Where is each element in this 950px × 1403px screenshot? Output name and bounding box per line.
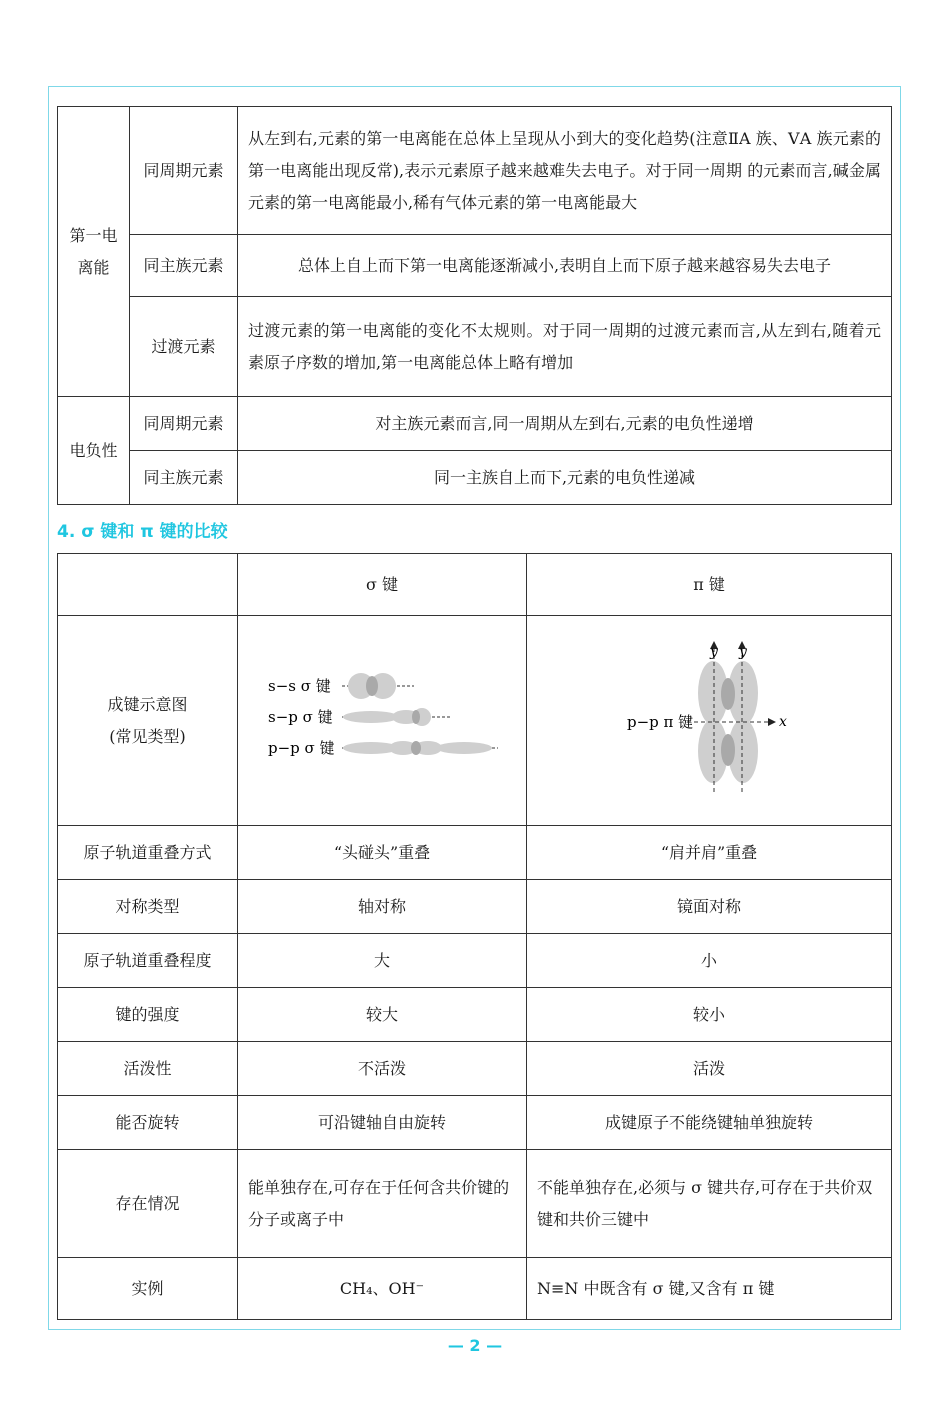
sigma-value: 轴对称	[238, 880, 527, 934]
table-row	[58, 826, 892, 880]
axis-label-y1: y	[710, 644, 718, 660]
group-label-electronegativity: 电负性	[58, 397, 130, 505]
table-row	[58, 1150, 892, 1258]
row-text: 过渡元素的第一电离能的变化不太规则。对于同一周期的过渡元素而言,从左到右,随着元素原子序数的增加,第一电离能总体上略有增加	[238, 297, 892, 397]
sp-sigma-label: s−p σ 键	[268, 708, 333, 726]
table-row	[58, 1096, 892, 1150]
pp-lobe-4	[436, 742, 492, 754]
sigma-bond-diagram	[238, 616, 527, 814]
pi-overlap-top	[721, 678, 735, 710]
row-label: 对称类型	[58, 880, 238, 934]
table-row	[58, 297, 892, 397]
pp-overlap	[411, 741, 421, 755]
row-label: 实例	[58, 1258, 238, 1320]
row-label: 原子轨道重叠方式	[58, 826, 238, 880]
sigma-value: “头碰头”重叠	[238, 826, 527, 880]
pi-value: 较小	[527, 988, 892, 1042]
table-row	[58, 988, 892, 1042]
table-row	[58, 1042, 892, 1096]
page-number: — 2 —	[447, 1336, 503, 1355]
pi-value: “肩并肩”重叠	[527, 826, 892, 880]
diagram-label-line2: (常见类型)	[109, 726, 186, 746]
pi-diagram-cell	[527, 616, 892, 826]
diagram-label-line1: 成键示意图	[107, 694, 188, 714]
pi-value: N≡N 中既含有 σ 键,又含有 π 键	[527, 1258, 892, 1320]
pi-value: 成键原子不能绕键轴单独旋转	[527, 1096, 892, 1150]
table-header-row	[58, 554, 892, 616]
section-heading: 4. σ 键和 π 键的比较	[57, 522, 228, 542]
sigma-value: 大	[238, 934, 527, 988]
ss-sigma-label: s−s σ 键	[268, 677, 331, 695]
table-row	[58, 451, 892, 505]
header-corner	[58, 554, 238, 616]
pi-overlap-bottom	[721, 734, 735, 766]
row-label: 过渡元素	[130, 297, 238, 397]
row-text: 从左到右,元素的第一电离能在总体上呈现从小到大的变化趋势(注意ⅡA 族、ⅤA 族元素的第一电离能出现反常),表示元素原子越来越难失去电子。对于同一周期 的元素而言,碱金属元素的第一电离能最小,稀有气体元素的第一电离能最大	[238, 107, 892, 235]
table-row	[58, 934, 892, 988]
table-row	[58, 397, 892, 451]
table-row	[58, 880, 892, 934]
row-label: 同主族元素	[130, 235, 238, 297]
sp-p-lobe-left	[343, 711, 399, 723]
pi-value: 不能单独存在,必须与 σ 键共存,可存在于共价双键和共价三键中	[527, 1150, 892, 1258]
axis-label-x: x	[779, 714, 787, 730]
table-row	[58, 235, 892, 297]
pp-pi-label: p−p π 键	[627, 713, 694, 731]
sigma-value: 较大	[238, 988, 527, 1042]
ss-overlap	[366, 676, 378, 696]
sigma-value: CH₄、OH⁻	[238, 1258, 527, 1320]
row-label: 存在情况	[58, 1150, 238, 1258]
header-pi: π 键	[527, 554, 892, 616]
pi-bond-diagram	[527, 616, 892, 814]
sigma-value: 能单独存在,可存在于任何含共价键的分子或离子中	[238, 1150, 527, 1258]
sigma-value: 不活泼	[238, 1042, 527, 1096]
row-label: 原子轨道重叠程度	[58, 934, 238, 988]
row-label: 键的强度	[58, 988, 238, 1042]
pi-value: 镜面对称	[527, 880, 892, 934]
row-label: 同周期元素	[130, 107, 238, 235]
group-label-ionization: 第一电离能	[58, 107, 130, 397]
pp-sigma-label: p−p σ 键	[268, 739, 335, 757]
row-text: 同一主族自上而下,元素的电负性递减	[238, 451, 892, 505]
header-sigma: σ 键	[238, 554, 527, 616]
row-label: 活泼性	[58, 1042, 238, 1096]
diagram-row-label	[58, 616, 238, 826]
sigma-pi-comparison-table	[57, 553, 892, 1320]
sigma-diagram-cell	[238, 616, 527, 826]
sigma-value: 可沿键轴自由旋转	[238, 1096, 527, 1150]
pi-value: 活泼	[527, 1042, 892, 1096]
table-row	[58, 1258, 892, 1320]
table-row	[58, 107, 892, 235]
sp-overlap	[412, 710, 420, 724]
row-text: 对主族元素而言,同一周期从左到右,元素的电负性递增	[238, 397, 892, 451]
row-label: 能否旋转	[58, 1096, 238, 1150]
row-label: 同周期元素	[130, 397, 238, 451]
axis-label-y2: y	[739, 644, 747, 660]
row-label: 同主族元素	[130, 451, 238, 505]
row-text: 总体上自上而下第一电离能逐渐减小,表明自上而下原子越来越容易失去电子	[238, 235, 892, 297]
diagram-row	[58, 616, 892, 826]
pi-value: 小	[527, 934, 892, 988]
ionization-electronegativity-table	[57, 106, 892, 505]
